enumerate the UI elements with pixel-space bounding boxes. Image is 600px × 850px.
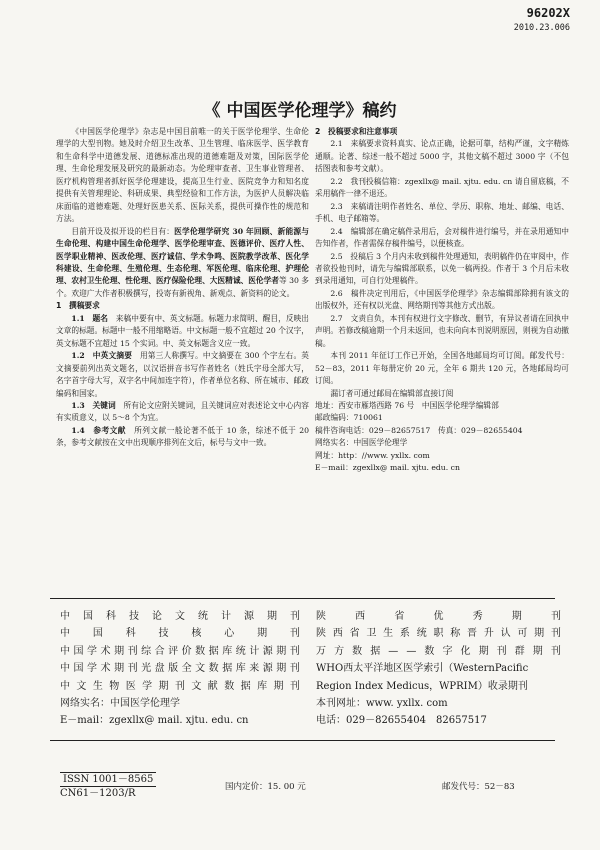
intro-paragraph: 《中国医学伦理学》杂志是中国目前唯一的关于医学伦理学、生命伦理学的大型刊物。她及时介绍卫生改革、卫生管理、临床医学、医学教育和生命科学中道德发展、道德标准出现的道德难题及对策，国际医学伦理、生命伦理发展及研究的最新动态。为伦理审查者、卫生事业管理者、医疗机构管理者抓好医学伦理建设，提高卫生行业、医院竞争力和知名度提供有关管理理论、科研成果、典型经验和工作方法，为医护人员解决临床面临的道德难题、处理好医患关系、医际关系，提供可操作性的规范和方法。 — [56, 127, 309, 224]
issn-block — [60, 772, 156, 800]
glyph: — — [406, 645, 417, 657]
glyph: 中 — [60, 628, 70, 640]
glyph: 中 — [60, 663, 70, 675]
sec2-item — [315, 176, 569, 201]
indexing-email: E－mail：zgexllx@ mail. xjtu. edu. cn — [60, 715, 249, 727]
contact-email: E－mail：zgexllx@ mail. xjtu. edu. cn — [315, 463, 460, 473]
glyph: 期 — [478, 645, 489, 657]
glyph: 刊 — [550, 645, 561, 657]
item-text: 文责自负，本刊有权进行文字修改、删节，有异议者请在回执中声明。若修改稿逾期一个月未返回，也未向向本刊说明原因，则视为自动撤稿。 — [315, 313, 569, 348]
subscription-direct: 漏订者可通过邮局在编辑部直接订阅 — [330, 388, 454, 398]
contact-zip: 邮政编码：710061 — [315, 413, 383, 423]
glyph: 省 — [349, 628, 360, 640]
glyph: 西 — [332, 628, 343, 640]
glyph: 期 — [532, 645, 543, 657]
glyph: 刊 — [550, 611, 561, 622]
glyph: 技 — [129, 611, 139, 622]
glyph: 据 — [370, 645, 381, 657]
indexing-item — [316, 625, 561, 642]
item-label: 1.3 关键词 — [71, 400, 116, 410]
glyph: 科 — [106, 611, 116, 622]
sec2-item — [315, 313, 569, 350]
indexing-item — [316, 608, 561, 625]
item-label: 1.2 中英文摘要 — [71, 351, 133, 361]
glyph: 价 — [181, 645, 192, 657]
cn-number: CN61－1203/R — [60, 788, 136, 799]
glyph: 科 — [125, 628, 136, 640]
glyph: 国 — [73, 645, 84, 657]
glyph: 核 — [191, 628, 202, 640]
glyph: 期 — [158, 680, 169, 692]
indexing-item — [60, 608, 300, 625]
glyph: 刊 — [289, 680, 300, 692]
item-label: 2.3 — [330, 201, 343, 211]
glyph: 据 — [208, 645, 219, 657]
left-column — [56, 126, 309, 450]
glyph: 据 — [240, 680, 251, 692]
glyph: 中 — [60, 645, 70, 657]
glyph: 中 — [60, 680, 70, 692]
glyph: 光 — [141, 663, 152, 675]
glyph: 文 — [76, 680, 87, 692]
sec2-item — [315, 288, 569, 313]
glyph: 升 — [483, 628, 494, 640]
glyph: 统 — [235, 645, 246, 657]
item-label: 2.1 — [330, 139, 343, 149]
sec1-item — [56, 400, 309, 425]
item-label: 2.2 — [330, 176, 343, 186]
glyph: 晋 — [467, 628, 478, 640]
glyph: 综 — [141, 645, 152, 657]
section-1-heading: 1 撰稿要求 — [56, 301, 100, 311]
glyph: 刊 — [127, 663, 138, 675]
item-text: 所列文献一般论著不低于 10 条，综述不低于 20 条，参考文献按在文中出现顺序排列在文后，标号与文中一致。 — [56, 425, 309, 448]
glyph: 合 — [154, 645, 165, 657]
item-label: 2.7 — [330, 313, 343, 323]
glyph: 称 — [450, 628, 461, 640]
glyph: 生 — [383, 628, 394, 640]
glyph: 库 — [235, 663, 246, 675]
glyph: 方 — [334, 645, 345, 657]
indexing-phone: 电话：029－82655404 82657517 — [316, 715, 487, 727]
glyph: 学 — [87, 663, 98, 675]
glyph: 物 — [109, 680, 120, 692]
columns-tail: 等 30 多个。欢迎广大作者积极撰写，投寄有新视角、新观点、新资料的论文。 — [56, 276, 309, 298]
item-label: 1.1 题名 — [71, 313, 109, 323]
columns-list: 医学伦理学研究 30 年回顾、新能源与生命伦理、构建中国生命伦理学、医学伦理审查、医德评价、医疗人性、医学职业精神、医改伦理、医疗诚信、学术争鸣、医院教学改革、医化学科建设、生命伦理、生殖伦理、生态伦理、军医伦理、临床伦理、护理伦理、农村卫生伦理、性伦理、医疗保险伦理、大医精诚、医伦学者 — [56, 226, 309, 286]
glyph: 库 — [222, 645, 233, 657]
glyph: 系 — [399, 628, 410, 640]
indexing-site-name: 网络实名：中国医学伦理学 — [60, 698, 180, 710]
glyph: 国 — [83, 611, 93, 622]
glyph: 期 — [276, 645, 287, 657]
item-text: 投稿后 3 个月内未收到稿件处理通知，表明稿件仍在审阅中，作者欲投他刊时，请先与编辑部联系，以免一稿两投。作者于 3 个月后未收到录用通知，可自行处理稿件。 — [315, 251, 569, 286]
glyph: 技 — [158, 628, 169, 640]
indexing-item — [60, 660, 300, 677]
glyph: 学 — [142, 680, 153, 692]
indexing-item — [60, 625, 300, 642]
glyph: 全 — [181, 663, 192, 675]
glyph: 中 — [60, 611, 70, 622]
contact-website: 网址：http：//www. yxllx. com — [315, 450, 430, 460]
columns-paragraph — [56, 226, 309, 301]
item-label: 2.5 — [330, 251, 343, 261]
glyph: 献 — [207, 680, 218, 692]
glyph: 数 — [208, 663, 219, 675]
section-2-heading: 2 投稿要求和注意事项 — [315, 127, 398, 136]
indexing-item: WHO西太平洋地区医学索引（WesternPacific — [316, 663, 529, 675]
glyph: 源 — [262, 663, 273, 675]
subscription-notice: 本刊 2011 年征订工作已开始，全国各地邮局均可订阅。邮发代号：52－83，2011 年每册定价 20 元，全年 6 期共 120 元，各地邮局均可订阅。 — [315, 351, 569, 386]
item-label: 1.4 参考文献 — [71, 425, 126, 435]
glyph: 陕 — [316, 611, 326, 622]
glyph: 秀 — [472, 611, 483, 622]
columns-lead: 目前开设及拟开设的栏目有： — [71, 226, 175, 236]
glyph: 群 — [514, 645, 525, 657]
glyph: 源 — [244, 611, 254, 622]
item-text: 稿件决定刊用后，《中国医学伦理学》杂志编辑部除拥有该文的出版权外，还有权以光盘、网络期刊等其他方式出版。 — [315, 288, 569, 311]
archive-stamp — [514, 6, 570, 33]
contact-phone: 稿件咨询电话：029－82657517 传真：029－82655404 — [315, 425, 523, 435]
item-text: 用第三人称撰写。中文摘要在 300 个字左右。英文摘要前列出英文题名，以汉语拼音书写作者姓名（姓氏字母全部大写，名字首字母大写，双字名中间加连字符），作者单位名称、所在城市、邮政编码和国家。 — [56, 351, 309, 398]
page-title: 《 中国医学伦理学》稿约 — [203, 101, 397, 121]
item-label: 2.4 — [330, 226, 343, 236]
glyph: 期 — [511, 611, 522, 622]
sec1-item — [56, 425, 309, 450]
glyph: 期 — [267, 611, 277, 622]
domestic-price: 国内定价：15. 00 元 — [225, 782, 306, 792]
glyph: 刊 — [289, 645, 300, 657]
glyph: — — [388, 645, 399, 657]
glyph: 论 — [152, 611, 162, 622]
glyph: 数 — [424, 645, 435, 657]
item-text: 来稿中要有中、英文标题。标题力求简明、醒目，反映出文章的标题。标题中一般不用缩略语。中文标题一般不宜超过 20 个汉字，英文标题不宜超过 15 个实词。中、英文标题含义应一致。 — [56, 313, 309, 348]
glyph: 刊 — [496, 645, 507, 657]
item-text: 我刊投稿信箱：zgexllx@ mail. xjtu. edu. cn 请自留底稿，不采用稿件一律不退还。 — [315, 176, 569, 199]
item-text: 来稿要求资料真实、论点正确，论据可靠，结构严谨，文字精炼通顺。论著、综述一般不超过 5000 字，其他文稿不超过 3000 字（不包括图表和参考文献）。 — [315, 139, 569, 174]
glyph: 省 — [394, 611, 405, 622]
sec2-item — [315, 251, 569, 288]
glyph: 术 — [100, 663, 111, 675]
issn-number: ISSN 1001－8565 — [60, 772, 156, 787]
right-column — [315, 126, 569, 475]
glyph: 西 — [355, 611, 366, 622]
indexing-list-right — [316, 608, 561, 730]
glyph: 字 — [442, 645, 453, 657]
glyph: 学 — [87, 645, 98, 657]
glyph: 刊 — [127, 645, 138, 657]
glyph: 期 — [276, 663, 287, 675]
glyph: 文 — [195, 663, 206, 675]
glyph: 术 — [100, 645, 111, 657]
sec2-item — [315, 226, 569, 251]
item-text: 编辑部在确定稿件录用后，会对稿件进行编号，并在录用通知中告知作者，作者需保存稿件编号，以便核查。 — [315, 226, 569, 249]
glyph: 心 — [224, 628, 235, 640]
glyph: 数 — [195, 645, 206, 657]
glyph: 据 — [222, 663, 233, 675]
glyph: 期 — [257, 628, 268, 640]
glyph: 职 — [433, 628, 444, 640]
indexing-item — [60, 643, 300, 660]
item-text: 来稿请注明作者姓名、单位、学历、职称、地址、邮编、电话、手机、电子邮箱等。 — [315, 201, 569, 224]
glyph: 期 — [534, 628, 545, 640]
indexing-list-left — [60, 608, 300, 730]
glyph: 卫 — [366, 628, 377, 640]
glyph: 优 — [433, 611, 444, 622]
glyph: 库 — [257, 680, 268, 692]
glyph: 期 — [114, 645, 125, 657]
indexing-website: 本刊网址：www. yxllx. com — [316, 698, 448, 710]
glyph: 数 — [352, 645, 363, 657]
glyph: 盘 — [154, 663, 165, 675]
glyph: 期 — [114, 663, 125, 675]
stamp-code: 96202X — [526, 6, 570, 20]
glyph: 万 — [316, 645, 326, 657]
glyph: 可 — [517, 628, 528, 640]
sec2-item — [315, 201, 569, 226]
glyph: 源 — [262, 645, 273, 657]
glyph: 来 — [249, 663, 260, 675]
glyph: 计 — [249, 645, 260, 657]
indexing-item — [316, 643, 561, 660]
glyph: 化 — [460, 645, 471, 657]
item-label: 2.6 — [330, 288, 343, 298]
sec1-item — [56, 313, 309, 350]
glyph: 生 — [92, 680, 103, 692]
glyph: 陕 — [316, 628, 326, 640]
glyph: 刊 — [289, 663, 300, 675]
glyph: 认 — [500, 628, 511, 640]
glyph: 版 — [168, 663, 179, 675]
top-divider — [50, 598, 555, 599]
postal-code: 邮发代号：52－83 — [442, 782, 515, 792]
glyph: 统 — [416, 628, 427, 640]
contact-address: 地址：西安市雁塔西路 76 号 中国医学伦理学编辑部 — [315, 400, 499, 410]
glyph: 刊 — [289, 628, 300, 640]
indexing-item: Region Index Medicus，WPRIM）收录期刊 — [316, 680, 528, 692]
glyph: 文 — [175, 611, 185, 622]
stamp-date: 2010.23.006 — [513, 23, 570, 33]
glyph: 评 — [168, 645, 179, 657]
bottom-divider — [50, 740, 555, 741]
glyph: 文 — [191, 680, 202, 692]
glyph: 期 — [273, 680, 284, 692]
glyph: 医 — [125, 680, 136, 692]
glyph: 国 — [92, 628, 103, 640]
contact-site-name: 网络实名：中国医学伦理学 — [315, 438, 408, 448]
sec2-item — [315, 138, 569, 175]
indexing-item — [60, 678, 300, 695]
glyph: 数 — [224, 680, 235, 692]
glyph: 统 — [198, 611, 208, 622]
glyph: 刊 — [290, 611, 300, 622]
item-text: 所有论文应附关键词，且关键词应对表述论文中心内容有实质意义，以 5～8 个为宜。 — [56, 400, 309, 423]
glyph: 刊 — [550, 628, 561, 640]
sec1-item — [56, 350, 309, 400]
glyph: 国 — [73, 663, 84, 675]
glyph: 计 — [221, 611, 231, 622]
glyph: 刊 — [174, 680, 185, 692]
